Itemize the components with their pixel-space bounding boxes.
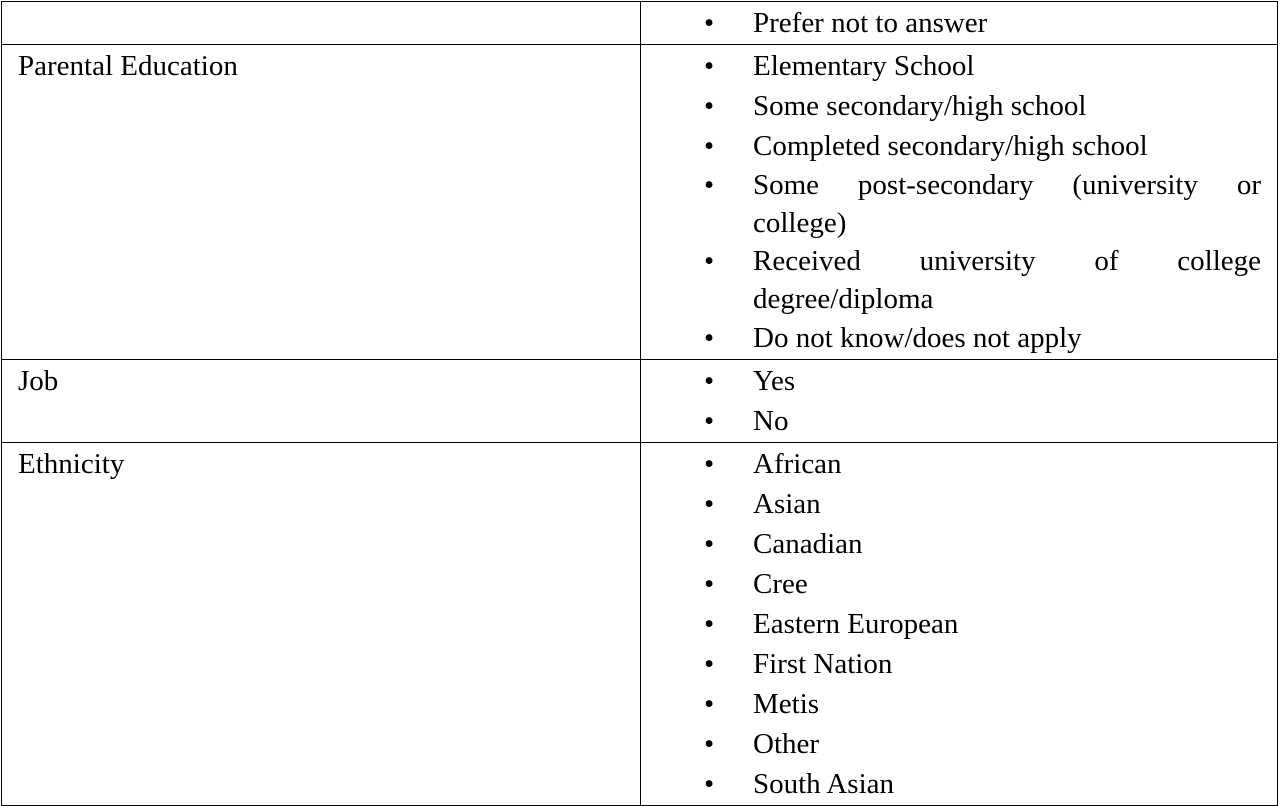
- list-item: [641, 242, 1261, 318]
- option-text: Metis: [753, 688, 820, 720]
- bullet-icon: •: [704, 245, 715, 277]
- bullet-icon: •: [704, 648, 715, 680]
- bullet-icon: •: [704, 688, 715, 720]
- option-text: Other: [753, 728, 820, 760]
- bullet-icon: •: [704, 768, 715, 800]
- bullet-icon: •: [704, 90, 715, 122]
- list-item: [641, 444, 1261, 484]
- table-row: [2, 45, 1278, 360]
- options-list: [641, 3, 1261, 43]
- list-item: [641, 764, 1261, 804]
- list-item: [641, 524, 1261, 564]
- list-item: [641, 46, 1261, 86]
- option-text: Yes: [753, 365, 796, 397]
- option-text: African: [753, 448, 842, 480]
- list-item: [641, 126, 1261, 166]
- list-item: [641, 644, 1261, 684]
- bullet-icon: •: [704, 50, 715, 82]
- row-label: Parental Education: [2, 45, 641, 360]
- options-list: [641, 361, 1261, 441]
- table-row: [2, 2, 1278, 45]
- bullet-icon: •: [704, 488, 715, 520]
- option-text: Cree: [753, 568, 808, 600]
- list-item: [641, 564, 1261, 604]
- bullet-icon: •: [704, 7, 715, 39]
- table-row: [2, 360, 1278, 443]
- option-text: Completed secondary/high school: [753, 130, 1148, 162]
- bullet-icon: •: [704, 568, 715, 600]
- list-item: [641, 86, 1261, 126]
- option-text: Do not know/does not apply: [753, 322, 1082, 354]
- bullet-icon: •: [704, 448, 715, 480]
- option-text: Canadian: [753, 528, 863, 560]
- option-text: Some secondary/high school: [753, 90, 1087, 122]
- row-label: Ethnicity: [2, 443, 641, 806]
- list-item: [641, 484, 1261, 524]
- options-cell: [641, 2, 1278, 45]
- demographics-table: [1, 1, 1278, 806]
- row-label: [2, 2, 641, 45]
- options-list: [641, 444, 1261, 804]
- bullet-icon: •: [704, 608, 715, 640]
- option-text: South Asian: [753, 768, 894, 800]
- list-item: [641, 401, 1261, 441]
- list-item: [641, 318, 1261, 358]
- option-text: Received university of college degree/diploma: [753, 245, 1261, 315]
- option-text: Asian: [753, 488, 821, 520]
- list-item: [641, 684, 1261, 724]
- bullet-icon: •: [704, 528, 715, 560]
- option-text: Eastern European: [753, 608, 959, 640]
- bullet-icon: •: [704, 405, 715, 437]
- options-cell: [641, 443, 1278, 806]
- options-cell: [641, 45, 1278, 360]
- bullet-icon: •: [704, 728, 715, 760]
- bullet-icon: •: [704, 365, 715, 397]
- option-text: Prefer not to answer: [753, 7, 988, 39]
- bullet-icon: •: [704, 169, 715, 201]
- list-item: [641, 724, 1261, 764]
- row-label: Job: [2, 360, 641, 443]
- table-row: [2, 443, 1278, 806]
- list-item: [641, 604, 1261, 644]
- bullet-icon: •: [704, 130, 715, 162]
- list-item: [641, 361, 1261, 401]
- options-list: [641, 46, 1261, 358]
- option-text: Some post-secondary (university or college): [753, 169, 1261, 239]
- option-text: No: [753, 405, 789, 437]
- list-item: [641, 166, 1261, 242]
- list-item: [641, 3, 1261, 43]
- options-cell: [641, 360, 1278, 443]
- option-text: First Nation: [753, 648, 893, 680]
- bullet-icon: •: [704, 322, 715, 354]
- option-text: Elementary School: [753, 50, 975, 82]
